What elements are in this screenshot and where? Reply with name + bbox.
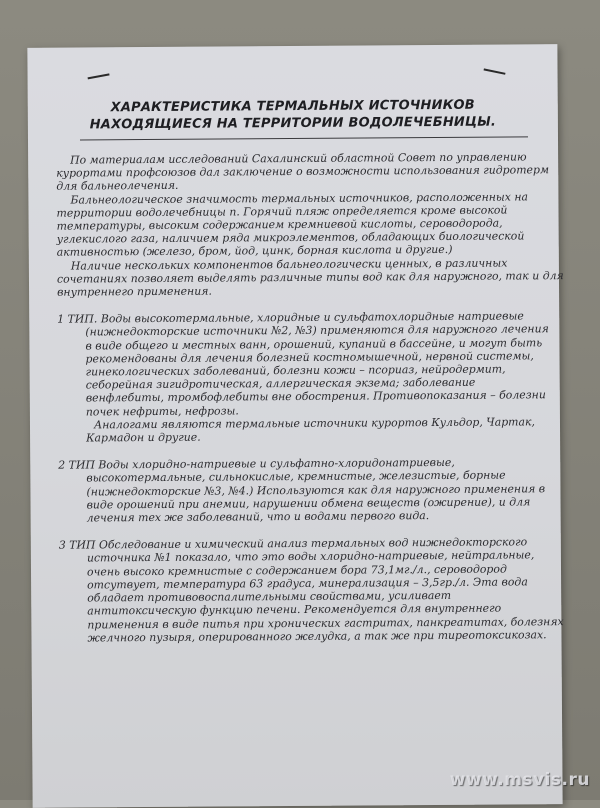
text-line: курортами профсоюзов дал заключение о возможности использования гидротерм <box>56 163 549 180</box>
hole-punch-mark-right <box>484 68 506 74</box>
text-line: рекомендованы для лечения болезней костномышечной, нервной системы, <box>85 349 534 366</box>
text-line: Бальнеологическое значимость термальных источников, расположенных на <box>70 189 529 207</box>
text-line: 2 ТИП Воды хлоридно-натриевые и сульфатно-хлоридонатриевые, <box>58 456 455 472</box>
components-paragraph <box>56 256 564 299</box>
text-line: виде орошений при анемии, нарушении обмена веществ (ожирение), и для <box>86 495 531 512</box>
document-body <box>56 150 564 645</box>
title-divider <box>80 136 528 140</box>
text-line: Аналогами являются термальные источники курортов Кульдор, Чартак, <box>93 415 535 432</box>
text-line: углекислого газа, наличием ряда микроэлементов, обладающих биологической <box>56 229 525 246</box>
text-line: применения в виде питья при хронических гастритах, панкреатитах, болезнях <box>87 614 564 631</box>
text-line: Кармадон и другие. <box>86 430 201 445</box>
text-line: 3 ТИП Обследование и химический анализ термальных вод нижнедокторского <box>58 535 528 552</box>
text-line: активностью (железо, бром, йод, цинк, борная кислота и другие.) <box>56 243 453 260</box>
text-line: высокотермальные, сильнокислые, кремнистые, железистые, борные <box>86 468 506 485</box>
type3-section <box>58 535 564 645</box>
text-line: (нижнедокторские источники №2, №3) применяются для наружного лечения <box>85 322 549 339</box>
text-line: источника №1 показало, что это воды хлоридно-натриевые, нейтральные, <box>86 548 535 565</box>
text-line: обладает противовоспалительными свойствами, усиливает <box>87 589 452 605</box>
text-line: По материалам исследований Сахалинский областной Совет по управлению <box>70 150 527 167</box>
text-line: внутреннего применения. <box>57 284 212 299</box>
type1-section <box>57 309 549 445</box>
intro-paragraph <box>56 150 549 194</box>
text-line: сочетаниях позволяет выделять различные типы вод как для наружного, так и для <box>56 268 564 286</box>
text-line: температуры, высоким содержанием кремниевой кислоты, сероводорода, <box>56 216 503 233</box>
text-line: лечения тех же заболеваний, что и водами первого вида. <box>86 509 430 525</box>
document-title <box>28 96 558 134</box>
text-line: почек нефриты, нефрозы. <box>85 404 239 419</box>
site-watermark: www.msvis.ru <box>449 770 590 790</box>
title-line: ХАРАКТЕРИСТИКА ТЕРМАЛЬНЫХ ИСТОЧНИКОВ <box>110 97 475 116</box>
text-line: антитоксическую функцию печени. Рекомендуется для внутреннего <box>87 601 502 618</box>
text-line: желчного пузыря, оперированного желудка, а так же при тиреотоксикозах. <box>87 627 547 645</box>
significance-paragraph <box>56 190 538 259</box>
text-line: себорейная зигидротическая, аллергическая экзема; заболевание <box>85 375 476 392</box>
text-line: очень высоко кремнистые с содержанием бора 73,1мг./л., сероводород <box>86 562 507 579</box>
text-line: Наличие нескольких компонентов бальнеологически ценных, в различных <box>70 256 508 273</box>
text-line: территории водолечебницы п. Горячий пляж определяется кроме высокой <box>56 203 508 220</box>
paper-sheet <box>27 44 562 808</box>
text-line: 1 ТИП. Воды высокотермальные, хлоридные и сульфатохлоридные натриевые <box>57 309 524 326</box>
text-line: венфлебиты, тромбофлебиты вне обострения. Противопоказания – болезни <box>85 388 546 405</box>
text-line: гинекологических заболеваний, болезни кожи – псориаз, нейродермит, <box>85 362 506 379</box>
text-line: для бальнеолечения. <box>56 179 179 194</box>
type2-section <box>58 456 546 525</box>
text-line: (нижнедокторские №3, №4.) Используются как для наружного применения в <box>86 481 546 499</box>
hole-punch-mark-left <box>88 73 110 79</box>
text-line: отсутвует, температура 63 градуса, минерализация – 3,5гр./л. Эта вода <box>87 575 528 592</box>
title-line: НАХОДЯЩИЕСЯ НА ТЕРРИТОРИИ ВОДОЛЕЧЕБНИЦЫ. <box>89 114 497 133</box>
text-line: в виде общего и местных ванн, орошений, купаний в бассейне, и могут быть <box>85 335 543 353</box>
